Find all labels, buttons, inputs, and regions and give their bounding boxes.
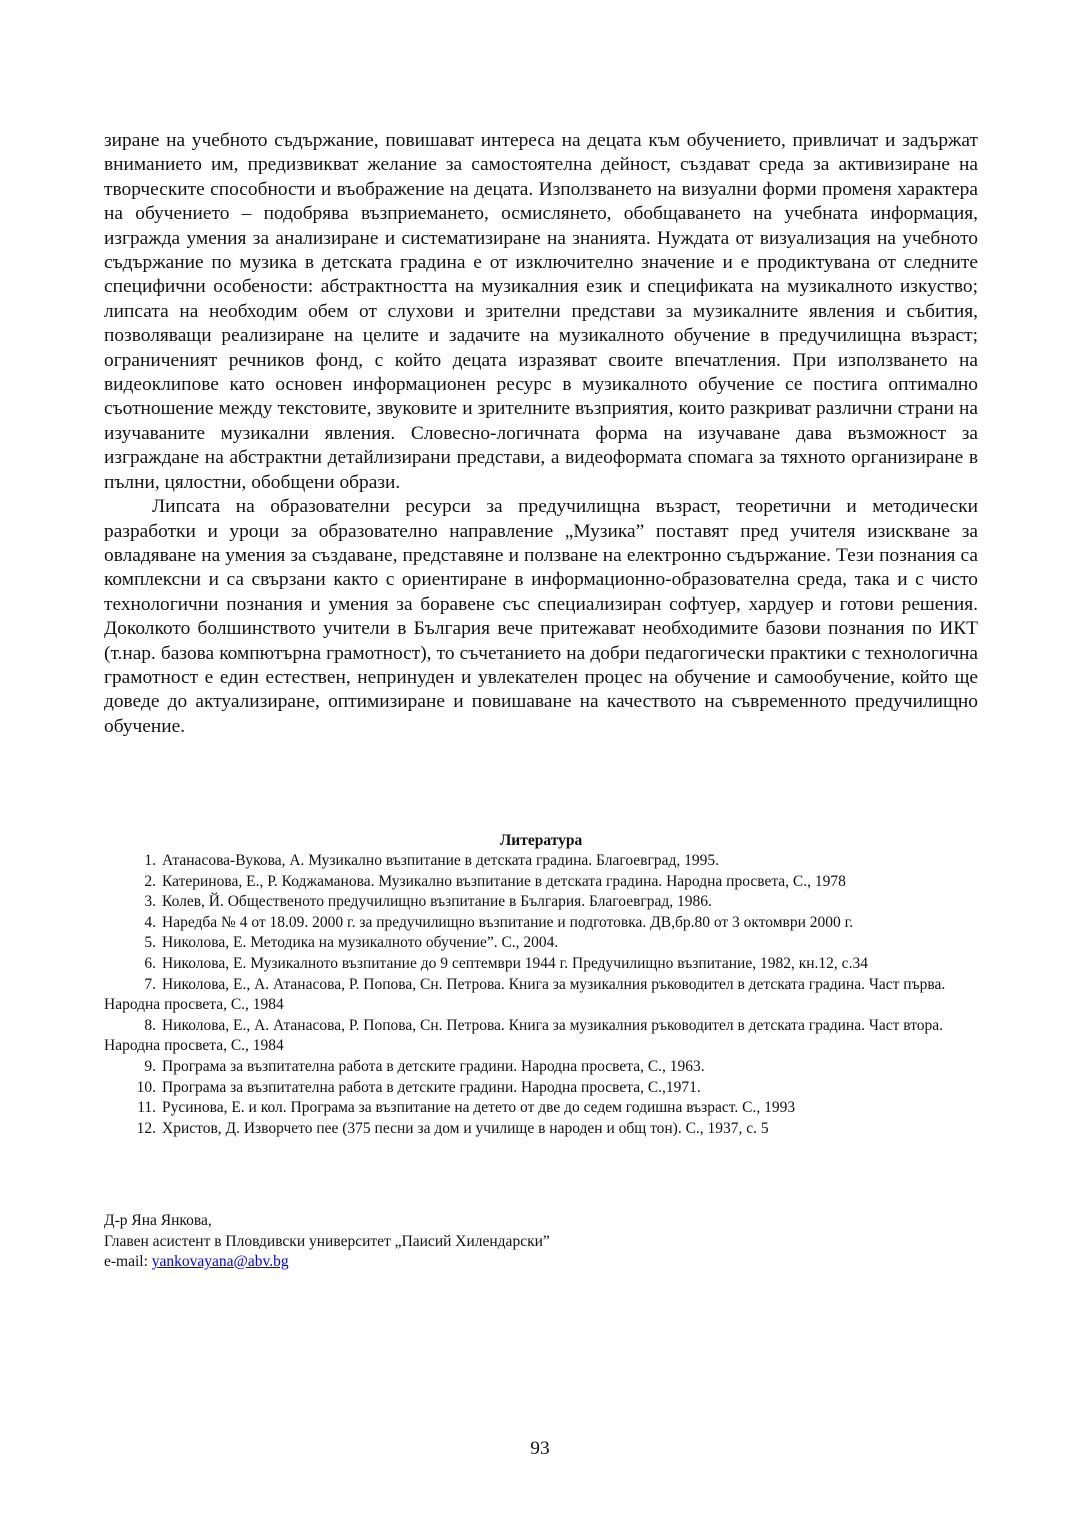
reference-item: 6. Николова, Е. Музикалното възпитание до 9 септември 1944 г. Предучилищно възпитание, 1982, кн.12, с.34 — [144, 954, 868, 972]
reference-item: 7. Николова, Е., А. Атанасова, Р. Попова, Сн. Петрова. Книга за музикалния ръководител в детската градина. Част първа. Народна просвета, С., 1984 — [104, 975, 946, 1014]
reference-item: 2. Катеринова, Е., Р. Коджаманова. Музикално възпитание в детската градина. Народна просвета, С., 1978 — [144, 872, 846, 890]
reference-item: 5. Николова, Е. Методика на музикалното обучение”. С., 2004. — [144, 934, 559, 952]
email-link[interactable]: yankovayana@abv.bg — [151, 1253, 289, 1270]
author-email-line — [104, 1252, 978, 1273]
paragraph-2: Липсата на образователни ресурси за предучилищна възраст, теоретични и методически разработки и уроци за образователно направление „Музика” поставят пред учителя изискване за овладяване на умения за създаване, представяне и ползване на електронно съдържание. Тези познания са комплексни и са свързани както с ориентиране в информационно-образователна среда, така и с чисто технологични познания и умения за боравене със специализиран софтуер, хардуер и готови решения. Доколкото болшинството учители в България вече притежават необходимите базови познания по ИКТ (т.нар. базова компютърна грамотност), то съчетанието на добри педагогически практики с технологична грамотност е един естествен, непринуден и увлекателен процес на обучение и самообучение, който ще доведе до актуализиране, оптимизиране и повишаване на качеството на съвременното предучилищно обучение. — [104, 496, 978, 737]
page-number: 93 — [530, 1438, 550, 1459]
main-text — [104, 129, 978, 739]
reference-item: 8. Николова, Е., А. Атанасова, Р. Попова, Сн. Петрова. Книга за музикалния ръководител в детската градина. Част втора. Народна просвета, С., 1984 — [104, 1016, 944, 1055]
author-position: Главен асистент в Пловдивски университет „Паисий Хилендарски” — [104, 1232, 550, 1250]
reference-item: 9. Програма за възпитателна работа в детските градини. Народна просвета, С., 1963. — [144, 1057, 705, 1075]
references-list — [104, 851, 978, 1139]
reference-item: 4. Наредба № 4 от 18.09. 2000 г. за предучилищно възпитание и подготовка. ДВ,бр.80 от 3 октомври 2000 г. — [144, 913, 854, 931]
reference-item: 11. Русинова, Е. и кол. Програма за възпитание на детето от две до седем годишна възраст. С., 1993 — [137, 1099, 796, 1117]
email-label: e-mail: — [104, 1253, 152, 1270]
references-heading: Литература — [499, 832, 583, 849]
reference-item: 1. Атанасова-Вукова, А. Музикално възпитание в детската градина. Благоевград, 1995. — [144, 852, 719, 869]
author-block — [104, 1211, 978, 1273]
reference-item: 10. Програма за възпитателна работа в детските градини. Народна просвета, С.,1971. — [136, 1078, 701, 1096]
reference-item: 3. Колев, Й. Общественото предучилищно възпитание в България. Благоевград, 1986. — [144, 893, 712, 911]
reference-item: 12. Христов, Д. Изворчето пее (375 песни за дом и училище в народен и общ тон). С., 1937, с. 5 — [136, 1119, 769, 1137]
paragraph-1: зиране на учебното съдържание, повишават интереса на децата към обучението, привличат и задържат вниманието им, предизвикват желание за самостоятелна дейност, създават среда за активизиране на творческите способности и въображение на децата. Използването на визуални форми променя характера на обучението – подобрява възприемането, осмислянето, обобщаването на учебната информация, изгражда умения за анализиране и систематизиране на знанията. Нуждата от визуализация на учебното съдържание по музика в детската градина е от изключително значение и е продиктувана от следните специфични особености: абстрактността на музикалния език и спецификата на музикалното изкуство; липсата на необходим обем от слухови и зрителни представи за музикалните явления и събития, позволяващи реализиране на целите и задачите на музикалното обучение в предучилищна възраст; ограниченият речников фонд, с който децата изразяват своите впечатления. При използването на видеоклипове като основен информационен ресурс в музикалното обучение се постига оптимално съотношение между текстовите, звуковите и зрителните възприятия, които разкриват различни страни на изучаваните музикални явления. Словесно-логичната форма на изучаване дава възможност за изграждане на абстрактни детайлизирани представи, а видеоформата спомага за тяхното организиране в пълни, цялостни, обобщени образи. — [104, 130, 978, 493]
author-name: Д-р Яна Янкова, — [104, 1212, 212, 1229]
